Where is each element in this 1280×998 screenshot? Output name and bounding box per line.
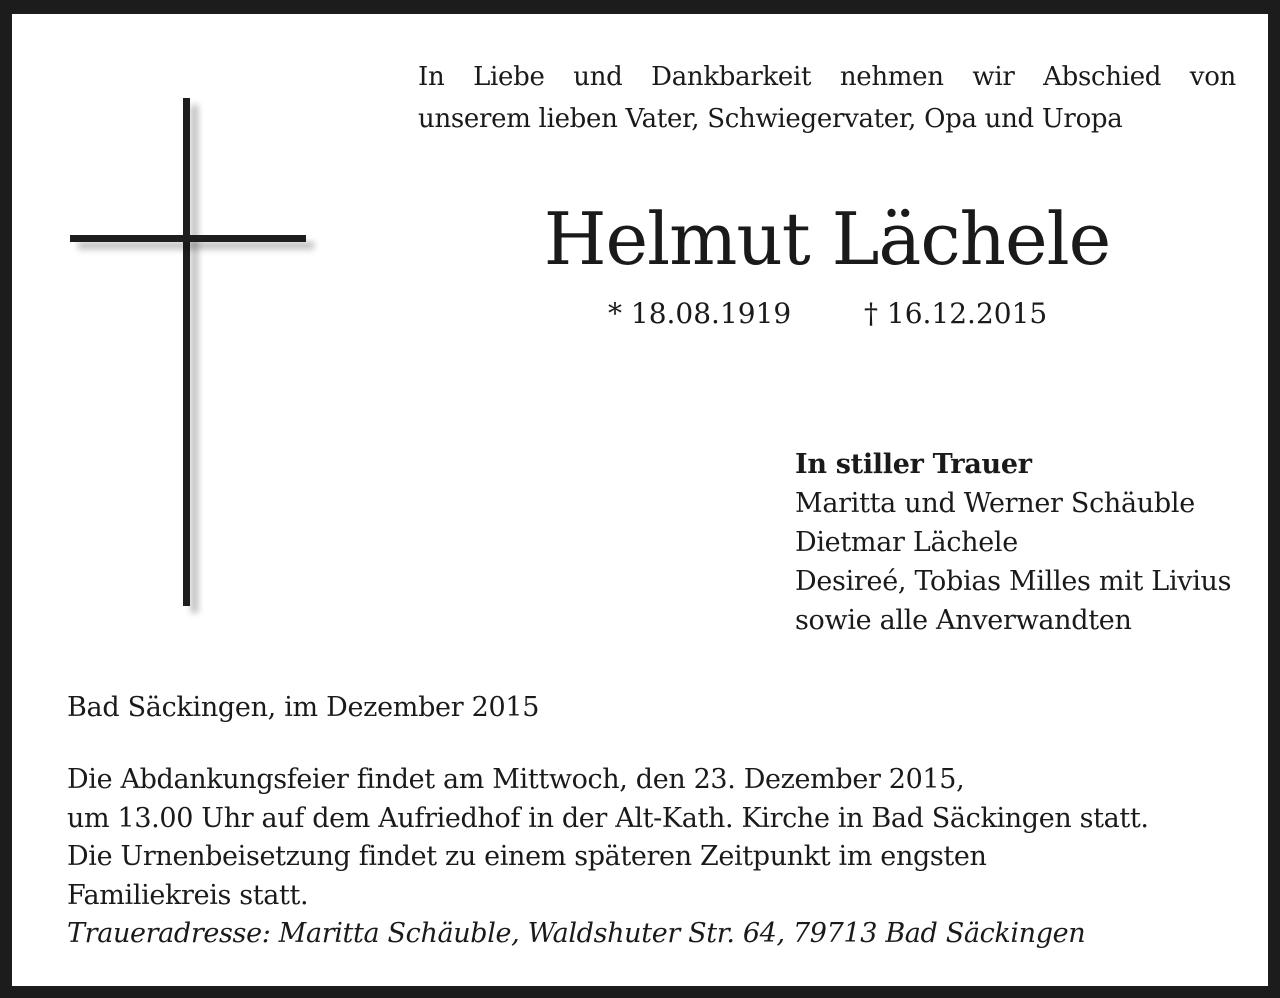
mourner-line: sowie alle Anverwandten bbox=[795, 605, 1132, 636]
mourner-line: Desireé, Tobias Milles mit Livius bbox=[795, 566, 1232, 597]
intro-line-2: unserem lieben Vater, Schwiegervater, Opa und Uropa bbox=[418, 104, 1123, 134]
service-line: Die Abdankungsfeier findet am Mittwoch, den 23. Dezember 2015, bbox=[67, 764, 965, 795]
mourning-address: Traueradresse: Maritta Schäuble, Waldshuter Str. 64, 79713 Bad Säckingen bbox=[67, 918, 1086, 949]
birth-date: * 18.08.1919 bbox=[608, 297, 792, 330]
intro-text bbox=[418, 56, 1236, 140]
mourner-line: Dietmar Lächele bbox=[795, 527, 1018, 558]
deceased-name: Helmut Lächele bbox=[543, 197, 1111, 281]
cross-horizontal-bar bbox=[70, 235, 306, 242]
cross-icon bbox=[68, 98, 318, 618]
service-line: Die Urnenbeisetzung findet zu einem späteren Zeitpunkt im engsten bbox=[67, 841, 987, 872]
cross-vertical-bar bbox=[183, 98, 190, 606]
mourners-heading: In stiller Trauer bbox=[795, 449, 1032, 480]
service-details bbox=[67, 761, 1247, 954]
place-and-date: Bad Säckingen, im Dezember 2015 bbox=[67, 692, 540, 723]
intro-line-1: In Liebe und Dankbarkeit nehmen wir Abschied von bbox=[418, 62, 1236, 92]
death-date: † 16.12.2015 bbox=[864, 297, 1048, 330]
mourner-line: Maritta und Werner Schäuble bbox=[795, 488, 1195, 519]
service-line: Familiekreis statt. bbox=[67, 879, 309, 911]
service-line: um 13.00 Uhr auf dem Aufriedhof in der Alt-Kath. Kirche in Bad Säckingen statt. bbox=[67, 802, 1149, 834]
mourners-block bbox=[795, 445, 1255, 640]
